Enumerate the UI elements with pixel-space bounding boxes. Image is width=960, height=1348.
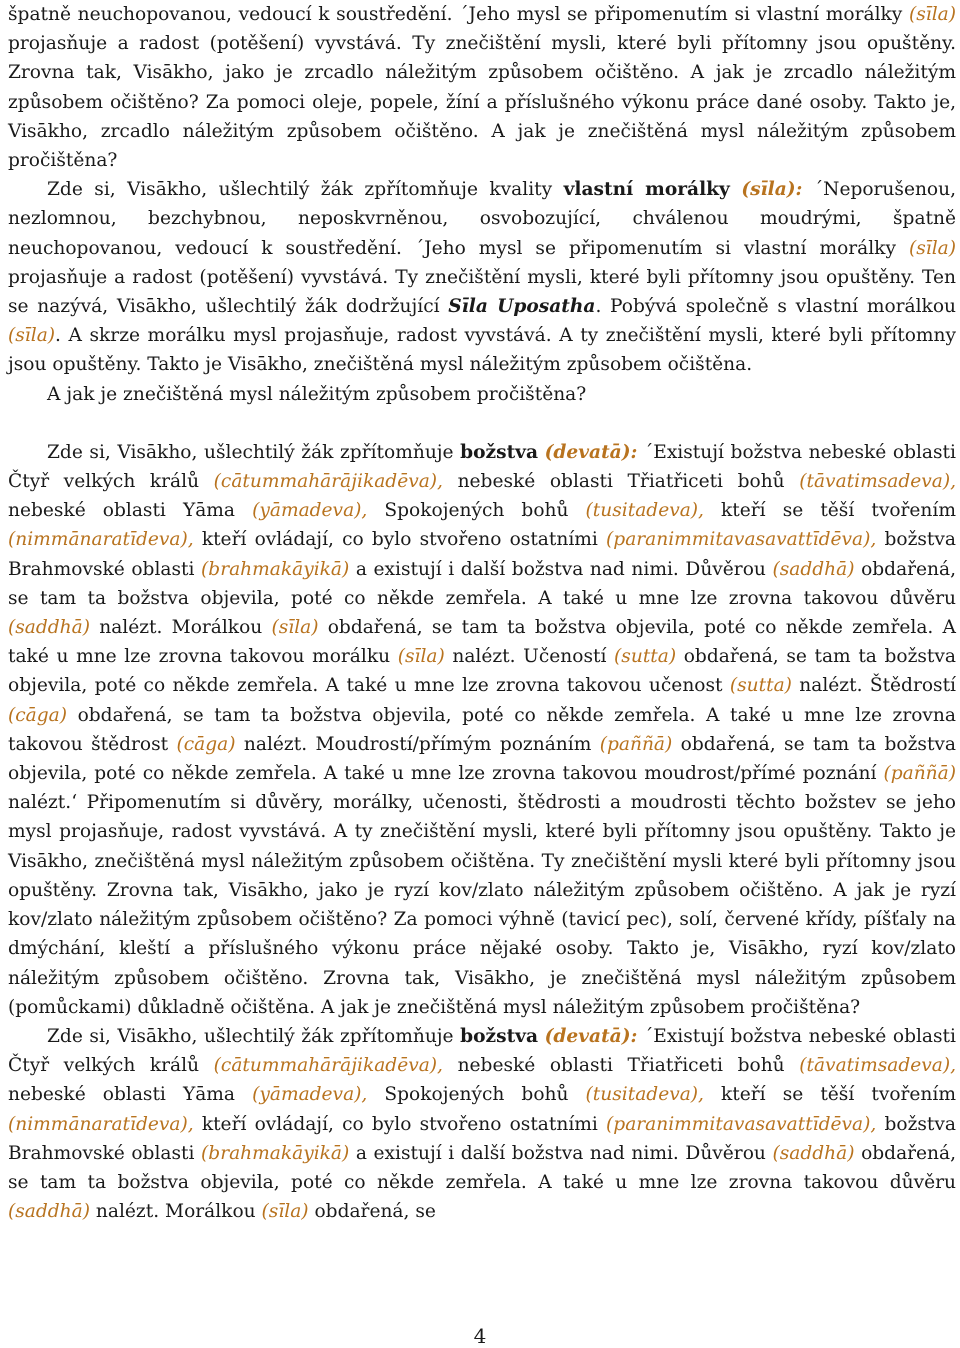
pali-term: (nimmānaratīdeva), [8, 529, 194, 551]
text-run: nalézt. Učeností [444, 646, 615, 668]
pali-term: (saddhā) [772, 1142, 855, 1164]
pali-term: (paranimmitavasavattīdēva), [606, 529, 877, 551]
text-run: nebeské oblasti Yāma [8, 1084, 253, 1106]
pali-term: (tusitadeva), [585, 1084, 704, 1106]
text-run: obdařená, se tam ta božstva objevila, poté co někde zemřela. A také u mne lze zrovna takovou důvěru [8, 558, 957, 609]
text-run: nebeské oblasti Třiatřiceti bohů [442, 1055, 800, 1077]
pali-term: (paranimmitavasavattīdēva), [606, 1113, 877, 1135]
text-run: nalézt.‘ Připomenutím si důvěry, morálky, učenosti, štědrosti a moudrosti těchto božstev se jeho mysl projasňuje, radost vyvstává. A ty znečištění mysli, které byli přítomny jsou opuštěny. Takto je Visākho, znečištěná mysl náležitým způsobem očištěna. Ty znečištění mysli které byli přítomny jsou opuštěny. Zrovna tak, Visākho, jako je ryzí kov/zlato náležitým způsobem očištěno. A jak je ryzí kov/zlato náležitým způsobem očištěno? Za pomoci výhně (tavicí pec), solí, červené křídy, píšťaly na dmýchání, kleští a příslušného výkonu práce nějaké osoby. Takto je, Visākho, ryzí kov/zlato náležitým způsobem očištěno. Zrovna tak, Visākho, je znečištěná mysl náležitým způsobem (pomůckami) důkladně očištěna. A jak je znečištěná mysl náležitým způsobem pročištěna? [8, 792, 956, 1018]
text-run: nebeské oblasti Třiatřiceti bohů [442, 471, 800, 493]
text-run: obdařená, se tam ta božstva objevila, poté co někde zemřela. A také u mne lze zrovna takovou štědrost [8, 704, 956, 755]
text-run: projasňuje a radost (potěšení) vyvstává. Ty znečištění mysli, které byli přítomny jsou opuštěny. Zrovna tak, Visākho, jako je zrcadlo náležitým způsobem očištěno. A jak je zrcadlo náležitým způsobem očištěno? Za pomoci oleje, popele, žíní a příslušného výkonu práce dané osoby. Takto je, Visākho, zrcadlo náležitým způsobem očištěno. A jak je znečištěná mysl náležitým způsobem pročištěna? [8, 33, 956, 172]
pali-term: (saddhā) [8, 617, 91, 639]
emphasis-text: božstva [460, 1025, 539, 1047]
pali-term: (brahmakāyikā) [201, 1142, 350, 1164]
text-run: nalézt. Morálkou [90, 617, 272, 639]
paragraph [8, 438, 956, 1022]
pali-term: (cātummahārājikadēva), [213, 471, 443, 493]
text-run: a existují i další božstva nad nimi. Důvěrou [349, 1142, 773, 1164]
text-run: obdařená, se tam ta božstva objevila, poté co někde zemřela. A také u mne lze zrovna takovou moudrost/přímé poznání [8, 733, 957, 785]
text-run: Spokojených bohů [367, 500, 586, 522]
pali-term: (paññā) [599, 733, 673, 755]
text-run: nalézt. Morálkou [90, 1201, 262, 1223]
text-run: kteří se těší tvořením [703, 500, 956, 522]
pali-term: (tusitadeva), [585, 500, 704, 522]
text-run: obdařená, se tam ta božstva objevila, poté co někde zemřela. A také u mne lze zrovna takovou důvěru [8, 1142, 957, 1193]
page-number: 4 [473, 1324, 487, 1348]
pali-term: (sīla) [8, 325, 56, 347]
text-run: kteří ovládají, co bylo stvořeno ostatními [193, 1113, 607, 1135]
pali-term: (brahmakāyikā) [201, 558, 350, 580]
text-run: nalézt. Moudrostí/přímým poznáním [235, 733, 600, 755]
pali-term: (cātummahārājikadēva), [213, 1055, 443, 1077]
text-run [538, 1026, 545, 1047]
pali-term: (sīla) [271, 617, 319, 639]
pali-term: (yāmadeva), [252, 500, 368, 522]
text-run: Zde si, Visākho, ušlechtilý žák zpřítomňuje [47, 441, 461, 463]
text-run: a existují i další božstva nad nimi. Důvěrou [349, 558, 773, 580]
pali-term: (cāga) [176, 733, 236, 755]
pali-term: (cāga) [8, 704, 67, 726]
pali-term: (paññā) [883, 763, 956, 785]
pali-term: (saddhā) [8, 1201, 91, 1223]
text-run: . Pobývá společně s vlastní morálkou [595, 296, 956, 318]
emphasis-text: vlastní morálky [563, 179, 730, 201]
pali-term: (sutta) [729, 675, 792, 697]
pali-term: (sīla) [261, 1201, 309, 1223]
text-run [538, 442, 545, 463]
pali-term: (nimmānaratīdeva), [8, 1113, 194, 1135]
text-run: nebeské oblasti Yāma [8, 500, 253, 522]
pali-term: (tāvatimsadeva), [799, 471, 956, 493]
text-run: ´Neporušenou, nezlomnou, bezchybnou, neposkvrněnou, osvobozující, chválenou moudrými, špatně neuchopovanou, vedoucí k soustředění. ´Jeho mysl se připomenutím si vlastní morálky [8, 179, 957, 259]
text-run: ´Existují božstva nebeské oblasti Čtyř velkých králů [8, 441, 956, 493]
text-run: obdařená, se [308, 1201, 436, 1223]
paragraph-gap [8, 409, 956, 438]
text-run: Zde si, Visākho, ušlechtilý žák zpřítomňuje kvality [47, 179, 564, 201]
text-run: božstva Brahmovské oblasti [8, 529, 956, 580]
text-run: nalézt. Štědrostí [791, 675, 956, 697]
text-run: obdařená, se tam ta božstva objevila, poté co někde zemřela. A také u mne lze zrovna takovou učenost [8, 646, 956, 697]
text-run: A jak je znečištěná mysl náležitým způsobem pročištěna? [47, 383, 587, 405]
text-run: kteří se těší tvořením [703, 1084, 956, 1106]
text-run: projasňuje a radost (potěšení) vyvstává. Ty znečištění mysli, které byli přítomny jsou opuštěny. Ten se nazývá, Visākho, ušlechtilý žák dodržující [8, 266, 956, 318]
text-run: božstva Brahmovské oblasti [8, 1113, 956, 1164]
body-text [8, 0, 956, 1226]
paragraph [8, 380, 956, 409]
pali-term: (sīla) [397, 646, 445, 668]
emphasis-text: Sīla Uposatha [448, 296, 596, 318]
pali-term: (sīla) [908, 4, 956, 25]
paragraph [8, 175, 956, 379]
text-run: špatně neuchopovanou, vedoucí k soustředění. ´Jeho mysl se připomenutím si vlastní morálky [8, 4, 909, 25]
text-run [730, 179, 741, 200]
text-run: ´Existují božstva nebeské oblasti Čtyř velkých králů [8, 1025, 956, 1077]
pali-term: (devatā): [544, 441, 638, 463]
pali-term: (sīla): [741, 179, 803, 201]
pali-term: (saddhā) [772, 558, 855, 580]
paragraph [8, 1022, 956, 1226]
text-run: kteří ovládají, co bylo stvořeno ostatními [193, 529, 607, 551]
emphasis-text: božstva [460, 441, 539, 463]
document-page [8, 0, 956, 1345]
pali-term: (sutta) [614, 646, 677, 668]
text-run: obdařená, se tam ta božstva objevila, poté co někde zemřela. A také u mne lze zrovna takovou morálku [8, 617, 956, 668]
text-run: . A skrze morálku mysl projasňuje, radost vyvstává. A ty znečištění mysli, které byli přítomny jsou opuštěny. Takto je Visākho, znečištěná mysl náležitým způsobem očištěna. [8, 325, 956, 376]
pali-term: (sīla) [908, 237, 956, 259]
text-run: Spokojených bohů [367, 1084, 586, 1106]
pali-term: (yāmadeva), [252, 1084, 368, 1106]
pali-term: (devatā): [544, 1025, 638, 1047]
pali-term: (tāvatimsadeva), [799, 1055, 956, 1077]
text-run: Zde si, Visākho, ušlechtilý žák zpřítomňuje [47, 1025, 461, 1047]
paragraph [8, 0, 956, 175]
